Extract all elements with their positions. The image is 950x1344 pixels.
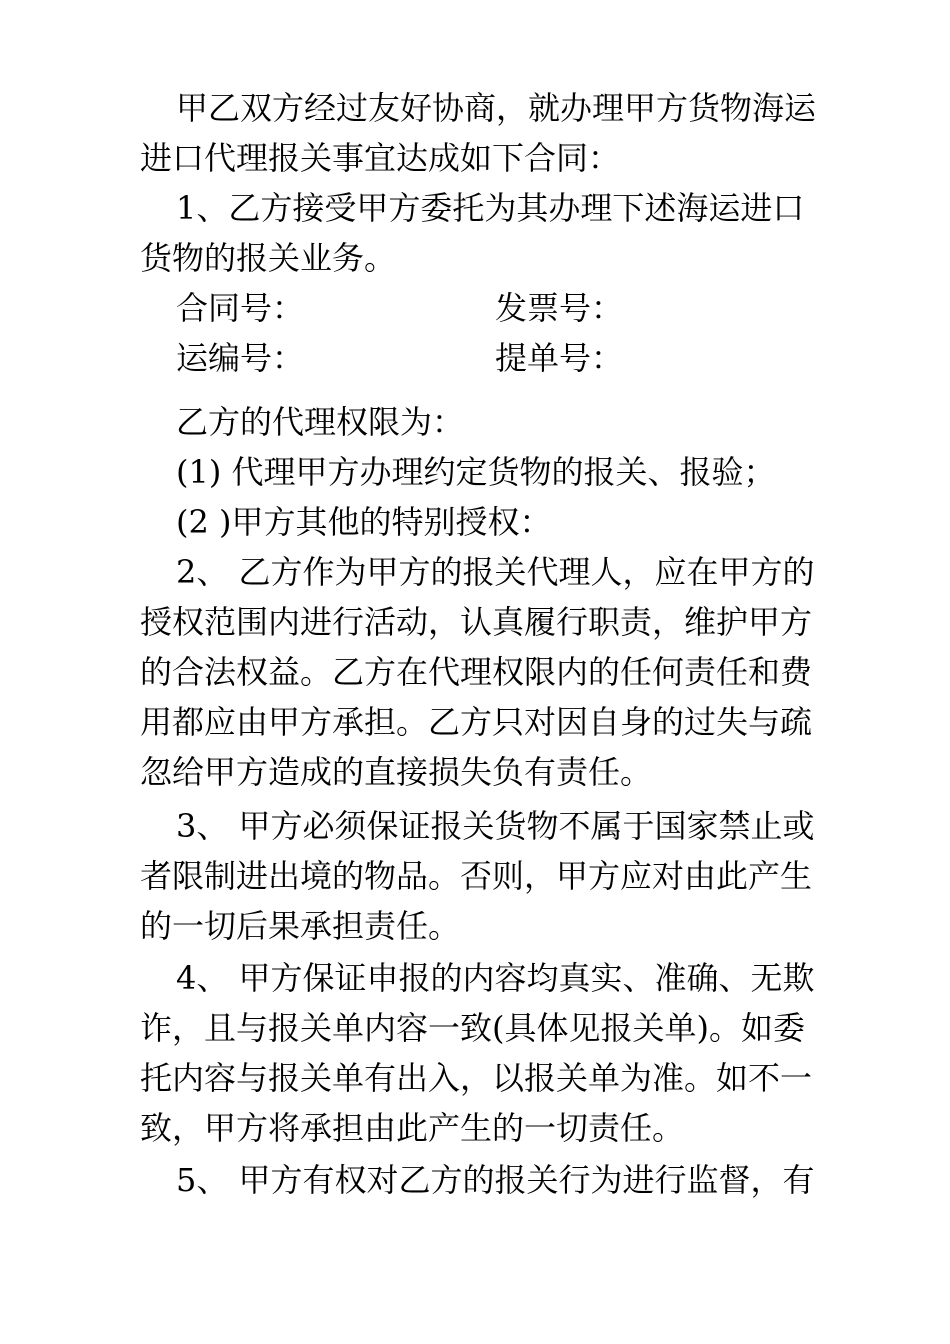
clause-2-line: 2、 乙方作为甲方的报关代理人，应在甲方的 xyxy=(176,553,815,591)
clause-4-line: 诈，且与报关单内容一致(具体见报关单)。如委 xyxy=(140,1009,805,1047)
shipment-number-label: 运编号： xyxy=(176,339,305,377)
authority-item-1: (1) 代理甲方办理约定货物的报关、报验； xyxy=(176,453,776,491)
authority-heading: 乙方的代理权限为： xyxy=(176,403,465,441)
clause-4-line: 托内容与报关单有出入，以报关单为准。如不一 xyxy=(140,1059,813,1097)
clause-2-line: 用都应由甲方承担。乙方只对因自身的过失与疏 xyxy=(140,703,813,741)
clause-2-line: 的合法权益。乙方在代理权限内的任何责任和费 xyxy=(140,653,813,691)
clause-3-line: 的一切后果承担责任。 xyxy=(140,907,461,945)
bill-of-lading-label: 提单号： xyxy=(495,339,624,377)
clause-2-line: 授权范围内进行活动，认真履行职责，维护甲方 xyxy=(140,603,813,641)
clause-4-line: 致，甲方将承担由此产生的一切责任。 xyxy=(140,1109,685,1147)
clause-3-line: 3、 甲方必须保证报关货物不属于国家禁止或 xyxy=(176,807,815,845)
authority-item-2: (2 )甲方其他的特别授权： xyxy=(176,503,552,541)
paragraph-line: 进口代理报关事宜达成如下合同： xyxy=(140,139,621,177)
clause-1-line: 货物的报关业务。 xyxy=(140,239,397,277)
paragraph-line: 甲乙双方经过友好协商，就办理甲方货物海运 xyxy=(176,89,817,127)
clause-4-line: 4、 甲方保证申报的内容均真实、准确、无欺 xyxy=(176,959,815,997)
clause-5-line: 5、 甲方有权对乙方的报关行为进行监督，有 xyxy=(176,1161,815,1199)
contract-number-label: 合同号： xyxy=(176,289,305,327)
clause-3-line: 者限制进出境的物品。否则，甲方应对由此产生 xyxy=(140,857,813,895)
clause-2-line: 忽给甲方造成的直接损失负有责任。 xyxy=(140,753,653,791)
invoice-number-label: 发票号： xyxy=(495,289,624,327)
clause-1-line: 1、乙方接受甲方委托为其办理下述海运进口 xyxy=(176,189,805,227)
